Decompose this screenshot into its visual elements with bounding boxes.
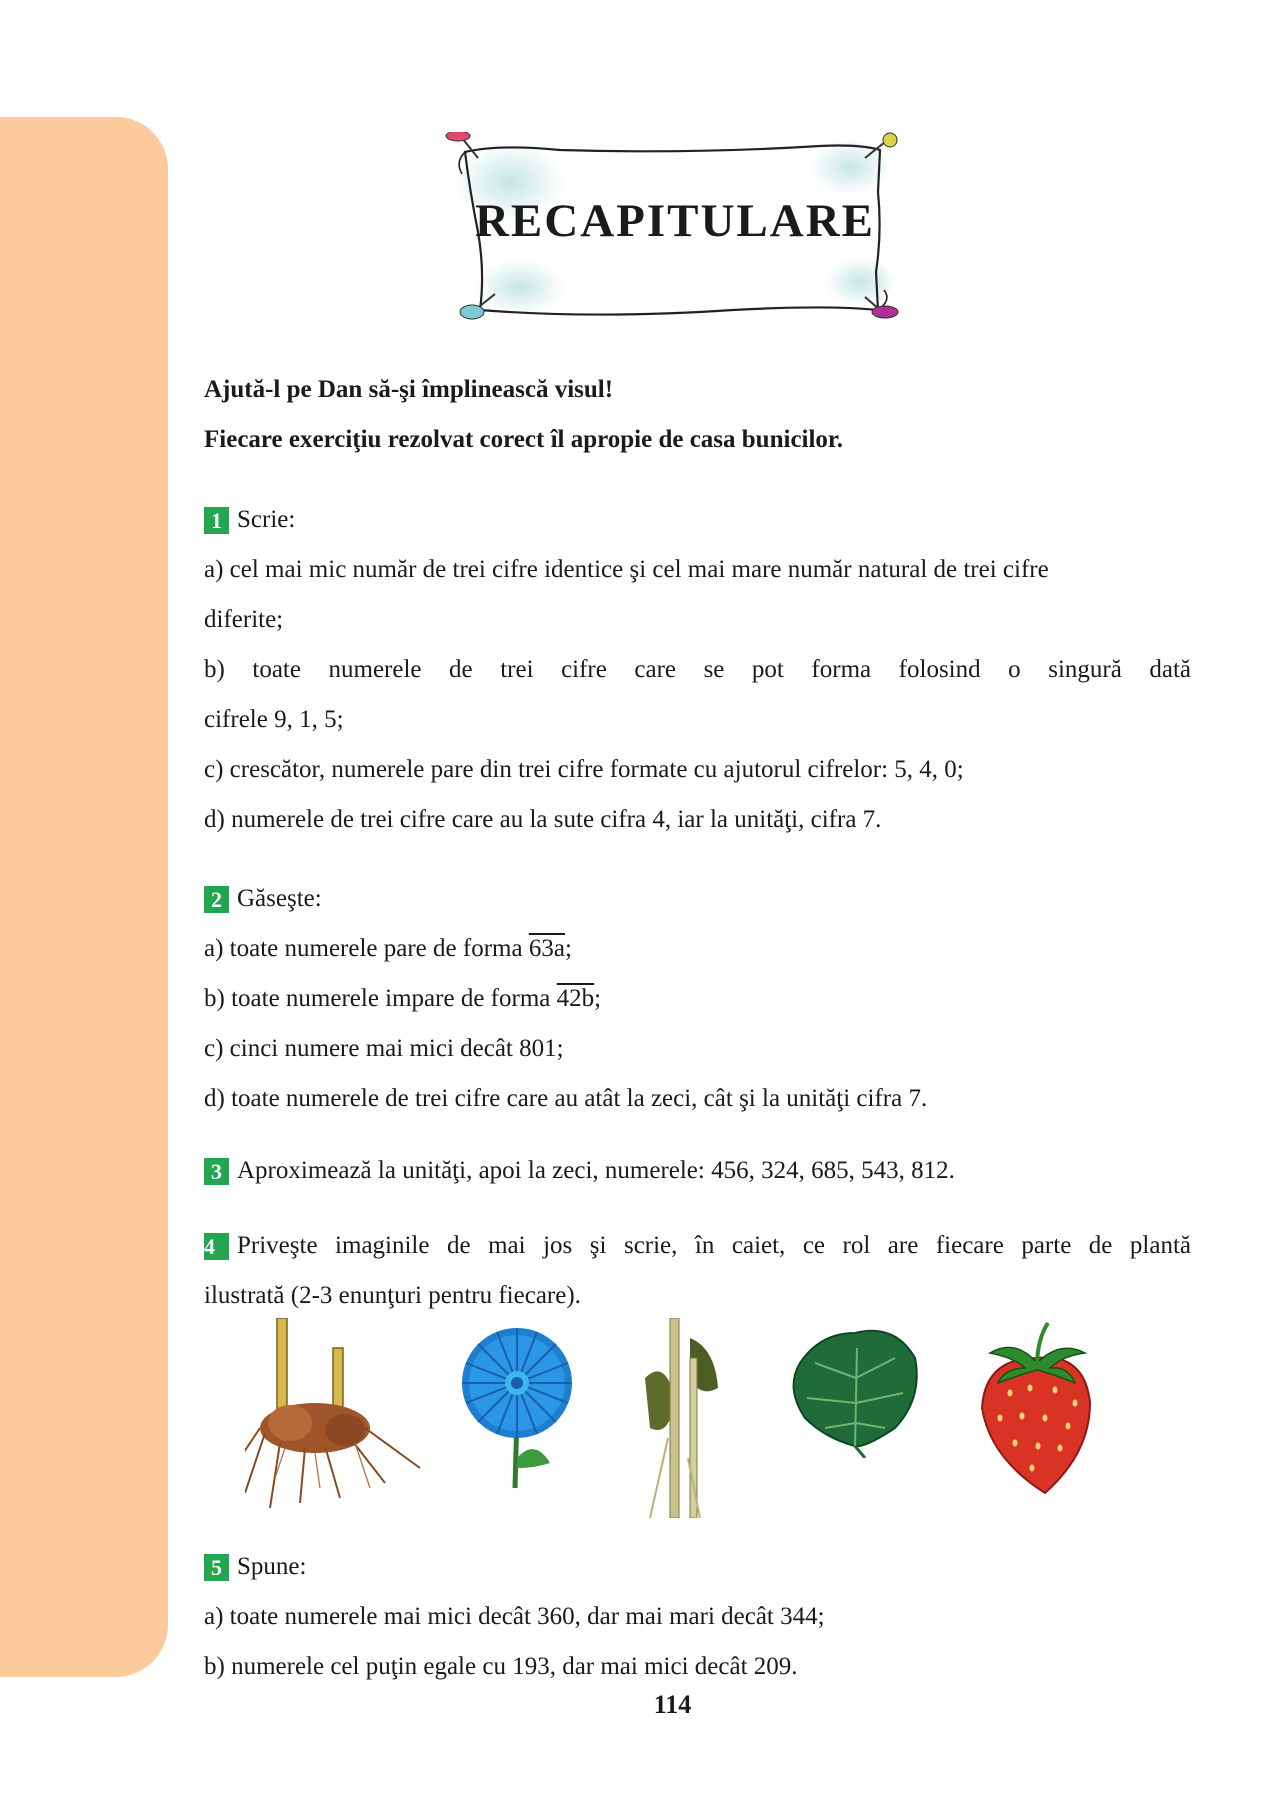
flower-icon [455, 1318, 585, 1493]
intro-line-1: Ajută-l pe Dan să-şi împlinească visul! [204, 376, 614, 403]
title-banner [440, 132, 910, 327]
exercise-item: b) numerele cel puţin egale cu 193, dar mai mici decât 209. [204, 1653, 798, 1680]
root-icon [245, 1318, 425, 1518]
number-form: 42b [556, 985, 595, 1012]
page-title: RECAPITULARE [474, 195, 876, 247]
exercise-title: Spune: [237, 1553, 307, 1580]
side-margin-band [0, 117, 168, 1677]
exercise-1 [204, 495, 1191, 845]
exercise-4 [204, 1221, 1191, 1321]
exercise-title: Găseşte: [237, 885, 322, 912]
exercise-2 [204, 874, 1191, 1124]
exercise-text: Priveşte imaginile de mai jos şi scrie, în caiet, ce rol are fiecare parte de plantă [237, 1232, 1191, 1259]
exercise-item: a) toate numerele pare de forma 63a; [204, 935, 572, 962]
exercise-item: a) cel mai mic număr de trei cifre identice şi cel mai mare număr natural de trei cifre [204, 556, 1049, 583]
exercise-3 [204, 1146, 1191, 1196]
exercise-item: c) cinci numere mai mici decât 801; [204, 1035, 564, 1062]
leaf-icon [785, 1318, 925, 1458]
exercise-text: ilustrată (2-3 enunţuri pentru fiecare). [204, 1282, 581, 1309]
exercise-item: cifrele 9, 1, 5; [204, 706, 344, 733]
exercise-title: Scrie: [237, 506, 296, 533]
exercise-5 [204, 1542, 1191, 1692]
exercise-number-badge: 1 [204, 507, 229, 534]
stem-icon [640, 1318, 720, 1518]
exercise-item: b) toate numerele impare de forma 42b; [204, 985, 602, 1012]
exercise-item: c) crescător, numerele pare din trei cifre formate cu ajutorul cifrelor: 5, 4, 0; [204, 756, 964, 783]
plant-parts-images [245, 1318, 1105, 1518]
strawberry-icon [970, 1318, 1105, 1498]
exercise-number-badge: 4 [204, 1233, 229, 1260]
exercise-item: diferite; [204, 606, 284, 633]
exercise-item: a) toate numerele mai mici decât 360, dar mai mari decât 344; [204, 1603, 825, 1630]
exercise-item: d) numerele de trei cifre care au la sute cifra 4, iar la unităţi, cifra 7. [204, 806, 882, 833]
exercise-item: b) toate numerele de trei cifre care se pot forma folosind o singură dată [204, 656, 1191, 683]
exercise-number-badge: 3 [204, 1158, 229, 1185]
exercise-number-badge: 2 [204, 886, 229, 913]
exercise-item: d) toate numerele de trei cifre care au atât la zeci, cât şi la unităţi cifra 7. [204, 1085, 928, 1112]
exercise-text: Aproximează la unităţi, apoi la zeci, numerele: 456, 324, 685, 543, 812. [237, 1157, 955, 1184]
intro-line-2: Fiecare exerciţiu rezolvat corect îl apropie de casa bunicilor. [204, 426, 843, 453]
exercise-number-badge: 5 [204, 1554, 229, 1581]
number-form: 63a [528, 935, 565, 962]
page-number: 114 [653, 1690, 692, 1719]
